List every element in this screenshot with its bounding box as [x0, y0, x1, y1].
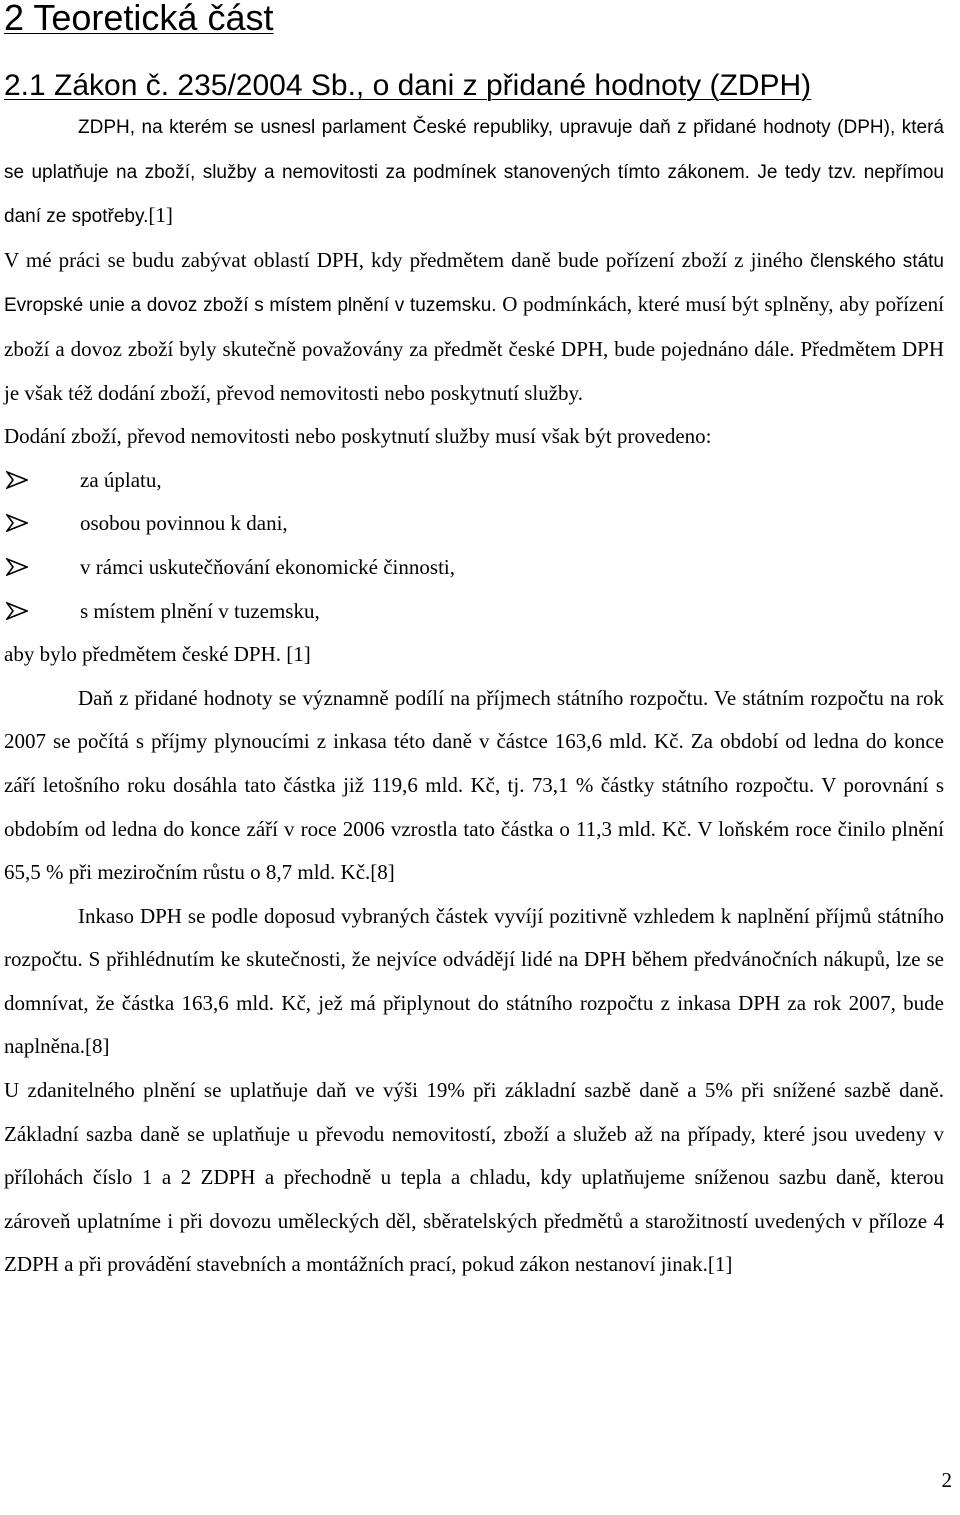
paragraph-conditions-tail: aby bylo předmětem české DPH. [1]	[4, 642, 311, 667]
conditions-list	[4, 459, 944, 633]
scope-text-end: O podmínkách, které musí být splněny, aby pořízení zboží a dovoz zboží byly skutečně považovány za předmět české DPH, bude pojednáno dále. Předmětem DPH je však též dodání zboží, převod nemovitosti nebo poskytnutí služby.	[4, 292, 944, 405]
paragraph-intro	[4, 105, 944, 239]
list-item	[4, 502, 944, 546]
document-body	[4, 105, 944, 1287]
arrowhead-bullet-icon	[6, 602, 28, 620]
list-item	[4, 459, 944, 503]
list-item	[4, 546, 944, 590]
condition-text: s místem plnění v tuzemsku,	[80, 598, 320, 623]
paragraph-collection: Inkaso DPH se podle doposud vybraných částek vyvíjí pozitivně vzhledem k naplnění příjmů státního rozpočtu. S přihlédnutím ke skutečnosti, že nejvíce odvádějí lidé na DPH během předvánočních nákupů, lze se domnívat, že částka 163,6 mld. Kč, jež má připlynout do státního rozpočtu z inkasa DPH za rok 2007, bude naplněna.[8]	[4, 903, 944, 1059]
chapter-heading: 2 Teoretická část	[4, 0, 274, 38]
list-item	[4, 590, 944, 634]
section-heading: 2.1 Zákon č. 235/2004 Sb., o dani z přidané hodnoty (ZDPH)	[4, 69, 812, 102]
arrowhead-bullet-icon	[6, 471, 28, 489]
condition-text: za úplatu,	[80, 467, 162, 492]
intro-text: ZDPH, na kterém se usnesl parlament České republiky, upravuje daň z přidané hodnoty (DPH), která se uplatňuje na zboží, služby a nemovitosti za podmínek stanovených tímto zákonem. Je tedy tzv. nepřímou daní ze spotřeby.	[4, 117, 944, 228]
paragraph-conditions-lead: Dodání zboží, převod nemovitosti nebo poskytnutí služby musí však být provedeno:	[4, 424, 712, 449]
paragraph-budget: Daň z přidané hodnoty se významně podílí na příjmech státního rozpočtu. Ve státním rozpočtu na rok 2007 se počítá s příjmy plynoucími z inkasa této daně v částce 163,6 mld. Kč. Za období od ledna do konce září letošního roku dosáhla tato částka již 119,6 mld. Kč, tj. 73,1 % částky státního rozpočtu. V porovnání s obdobím od ledna do konce září v roce 2006 vzrostla tato částka o 11,3 mld. Kč. V loňském roce činilo plnění 65,5 % při meziročním růstu o 8,7 mld. Kč.[8]	[4, 685, 944, 885]
intro-citation: [1]	[148, 203, 173, 228]
scope-text-sans: členského státu Evropské unie a dovoz zboží s místem plnění v tuzemsku.	[4, 250, 944, 317]
arrowhead-bullet-icon	[6, 514, 28, 532]
paragraph-rates: U zdanitelného plnění se uplatňuje daň ve výši 19% při základní sazbě daně a 5% při snížené sazbě daně. Základní sazba daně se uplatňuje u převodu nemovitostí, zboží a služeb až na případy, které jsou uvedeny v přílohách číslo 1 a 2 ZDPH a přechodně u tepla a chladu, kdy uplatňujeme sníženou sazbu daně, kterou zároveň uplatníme i při dovozu uměleckých děl, sběratelských předmětů a starožitností uvedených v příloze 4 ZDPH a při provádění stavebních a montážních prací, pokud zákon nestanoví jinak.[1]	[4, 1078, 944, 1277]
condition-text: osobou povinnou k dani,	[80, 511, 288, 536]
scope-text-start: V mé práci se budu zabývat oblastí DPH, kdy předmětem daně bude pořízení zboží z jiného	[4, 247, 811, 272]
paragraph-scope	[4, 239, 944, 415]
page-number: 2	[941, 1468, 952, 1492]
condition-text: v rámci uskutečňování ekonomické činnosti,	[80, 554, 455, 579]
arrowhead-bullet-icon	[6, 558, 28, 576]
